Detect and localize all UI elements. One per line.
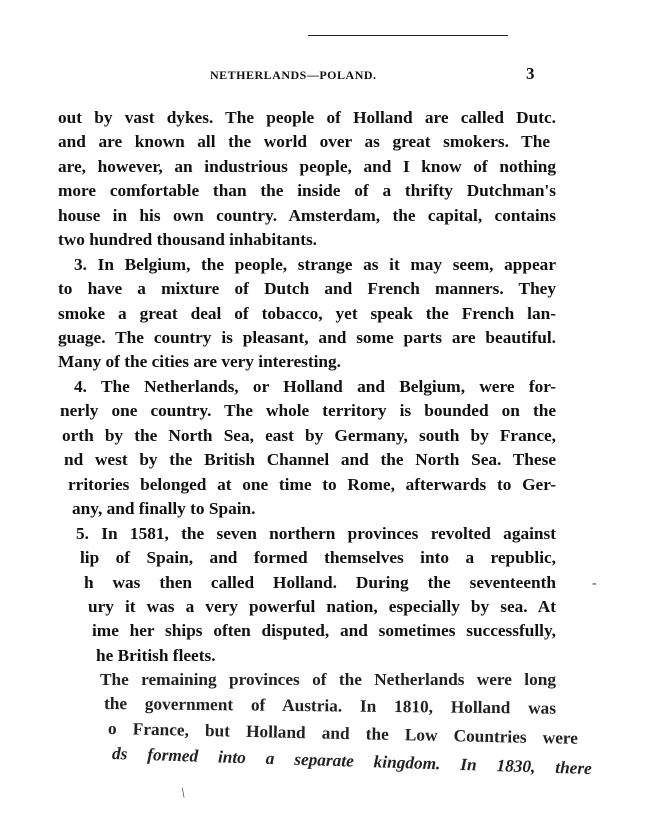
text-line: more comfortable than the inside of a thrifty Dutchman's: [58, 181, 556, 200]
text-line: ds formed into a separate kingdom. In 1830, there: [111, 744, 593, 779]
text-line: house in his own country. Amsterdam, the capital, contains: [58, 206, 556, 225]
text-line: 3. In Belgium, the people, strange as it may seem, appear: [74, 255, 556, 274]
text-line: The remaining provinces of the Netherlands were long: [100, 670, 556, 689]
text-line: 5. In 1581, the seven northern provinces revolted against: [76, 524, 556, 543]
text-line: rritories belonged at one time to Rome, afterwards to Ger-: [68, 475, 556, 494]
running-head: NETHERLANDS—POLAND.: [210, 68, 377, 82]
stray-mark: /: [178, 786, 190, 802]
text-line: o France, but Holland and the Low Countries were: [107, 719, 579, 748]
text-line: to have a mixture of Dutch and French manners. They: [58, 279, 556, 298]
text-line: any, and finally to Spain.: [72, 499, 256, 518]
top-rule: [308, 35, 508, 36]
text-line: the government of Austria. In 1810, Holland was: [103, 694, 557, 718]
text-line: 4. The Netherlands, or Holland and Belgium, were for-: [74, 377, 556, 396]
text-line: h was then called Holland. During the seventeenth: [84, 573, 556, 592]
text-line: he British fleets.: [96, 646, 216, 665]
text-line: lip of Spain, and formed themselves into a republic,: [80, 548, 556, 567]
page-header: [0, 66, 655, 86]
text-line: smoke a great deal of tobacco, yet speak the French lan-: [58, 304, 556, 323]
text-line: ime her ships often disputed, and sometimes successfully,: [92, 621, 556, 640]
text-line: nd west by the British Channel and the North Sea. These: [64, 450, 556, 469]
page-number: 3: [526, 64, 535, 83]
text-line: two hundred thousand inhabitants.: [58, 230, 318, 249]
stray-mark: -: [592, 576, 597, 591]
text-line: nerly one country. The whole territory is bounded on the: [60, 401, 556, 420]
text-line: and are known all the world over as great smokers. The: [58, 132, 550, 151]
text-line: are, however, an industrious people, and I know of nothing: [58, 157, 556, 176]
text-line: ury it was a very powerful nation, especially by sea. At: [88, 597, 556, 616]
text-line: guage. The country is pleasant, and some parts are beautiful.: [58, 328, 556, 347]
text-line: Many of the cities are very interesting.: [58, 352, 341, 371]
text-line: out by vast dykes. The people of Holland are called Dutc.: [58, 108, 556, 127]
text-line: orth by the North Sea, east by Germany, south by France,: [62, 426, 556, 445]
